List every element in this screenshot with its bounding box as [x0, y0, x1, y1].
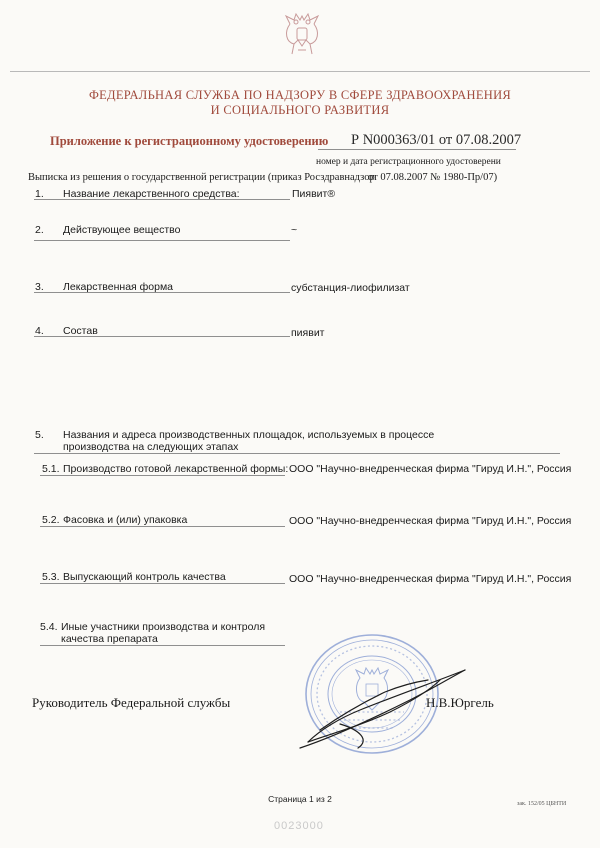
agency-name-line2: И СОЦИАЛЬНОГО РАЗВИТИЯ	[210, 103, 390, 117]
sub-item-5-4-number: 5.4.	[40, 621, 58, 633]
item-5-number: 5.	[35, 429, 44, 441]
sub-item-5-2-label: Фасовка и (или) упаковка	[63, 514, 188, 526]
registration-number-caption: номер и дата регистрационного удостоверени	[316, 157, 501, 167]
extract-prefix: Выписка из решения о государственной регистрации (приказ Росздравнадзор	[28, 172, 375, 183]
sub-item-5-3-value: ООО "Научно-внедренческая фирма "Гируд И.Н.", Россия	[289, 573, 572, 585]
item-2-number: 2.	[35, 224, 44, 236]
sub-item-5-3-number: 5.3.	[42, 571, 60, 583]
item-1-number: 1.	[35, 188, 44, 200]
item-3-label: Лекарственная форма	[63, 281, 174, 293]
sub-item-5-2-value: ООО "Научно-внедренческая фирма "Гируд И.Н.", Россия	[289, 515, 572, 527]
item-2-value: ~	[291, 224, 298, 236]
item-3-value: субстанция-лиофилизат	[291, 282, 410, 294]
sub-item-5-1-label: Производство готовой лекарственной формы:	[63, 463, 289, 475]
sub-item-5-3-label: Выпускающий контроль качества	[63, 571, 226, 583]
item-5-label-line1: Названия и адреса производственных площадок, используемых в процессе	[63, 429, 435, 441]
form-serial-number: 0023000	[274, 820, 324, 832]
sub-item-5-4-label-line1: Иные участники производства и контроля	[61, 621, 266, 633]
item-4-value: пиявит	[291, 327, 325, 339]
extract-order: от 07.08.2007 № 1980-Пр/07)	[368, 172, 498, 183]
sub-item-5-1-number: 5.1.	[42, 463, 60, 475]
agency-name-line1: ФЕДЕРАЛЬНАЯ СЛУЖБА ПО НАДЗОРУ В СФЕРЕ ЗДРАВООХРАНЕНИЯ	[88, 88, 512, 102]
signatory-title: Руководитель Федеральной службы	[32, 695, 231, 710]
item-1-label: Название лекарственного средства:	[63, 188, 240, 200]
annex-title: Приложение к регистрационному удостоверению	[50, 134, 329, 148]
item-5-label-line2: производства на следующих этапах	[63, 441, 239, 453]
print-code: зак. 152/05 ЦБНТИ	[517, 801, 567, 807]
signatory-name: Н.В.Юргель	[426, 695, 494, 710]
sub-item-5-4-label-line2: качества препарата	[61, 633, 158, 645]
registration-number: Р N000363/01 от 07.08.2007	[351, 132, 522, 148]
sub-item-5-1-value: ООО "Научно-внедренческая фирма "Гируд И.Н.", Россия	[289, 463, 572, 475]
item-3-number: 3.	[35, 281, 44, 293]
item-4-label: Состав	[63, 325, 98, 337]
page-number: Страница 1 из 2	[268, 794, 332, 804]
coat-of-arms-emblem	[282, 10, 322, 58]
item-1-value: Пиявит®	[292, 188, 336, 200]
item-4-number: 4.	[35, 325, 44, 337]
sub-item-5-2-number: 5.2.	[42, 514, 60, 526]
item-2-label: Действующее вещество	[63, 224, 181, 236]
